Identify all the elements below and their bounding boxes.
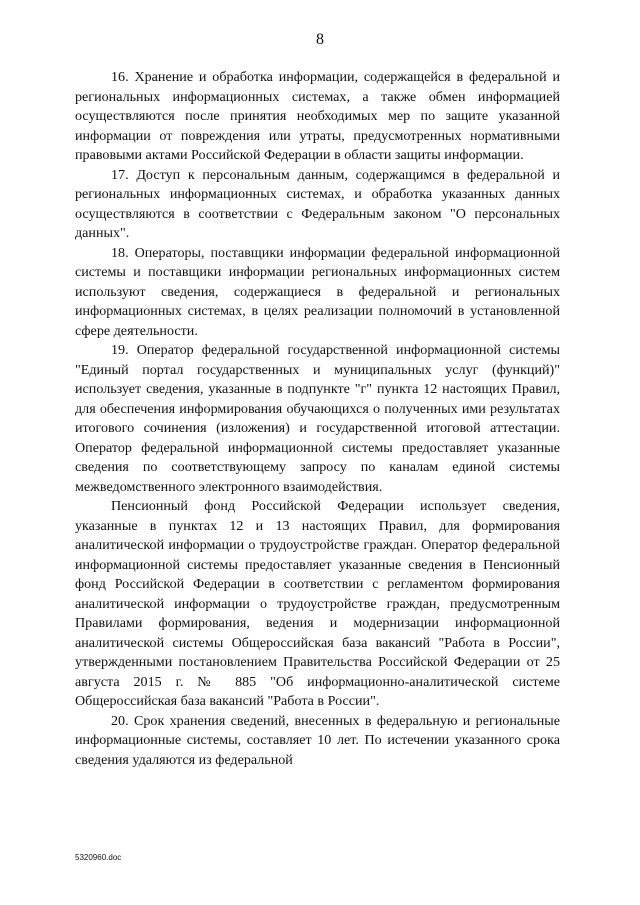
paragraph-pension-fund: Пенсионный фонд Российской Федерации использует сведения, указанные в пунктах 12 и 13 настоящих Правил, для формирования аналитической информации о трудоустройстве граждан. Оператор федеральной информационной системы предоставляет указанные сведения в Пенсионный фонд Российской Федерации в соответствии с регламентом формирования аналитической информации о трудоустройстве граждан, предусмотренным Правилами формирования, ведения и модернизации информационной аналитической системы Общероссийская база вакансий "Работа в России", утвержденными постановлением Правительства Российской Федерации от 25 августа 2015 г. № 885 "Об информационно-аналитической системе Общероссийская база вакансий "Работа в России".	[75, 498, 560, 709]
paragraph-17-personal-data-access: 17. Доступ к персональным данным, содержащимся в федеральной и региональных информационных системах, и обработка указанных данных осуществляются в соответствии с Федеральным законом "О персональных данных".	[75, 166, 560, 241]
paragraph-19-portal-operator: 19. Оператор федеральной государственной информационной системы "Единый портал государственных и муниципальных услуг (функций)" использует сведения, указанные в подпункте "г" пункта 12 настоящих Правил, для обеспечения информирования обучающихся о полученных ими результатах итогового сочинения (изложения) и государственной итоговой аттестации. Оператор федеральной информационной системы предоставляет указанные сведения по соответствующему запросу по каналам единой системы межведомственного электронного взаимодействия.	[75, 342, 560, 495]
paragraph-20-retention-period: 20. Срок хранения сведений, внесенных в федеральную и региональные информационные системы, составляет 10 лет. По истечении указанного срока сведения удаляются из федеральной	[75, 712, 560, 768]
paragraph-16-data-storage: 16. Хранение и обработка информации, содержащейся в федеральной и региональных информационных системах, а также обмен информацией осуществляются после принятия необходимых мер по защите указанной информации от повреждения или утраты, предусмотренных нормативными правовыми актами Российской Федерации в области защиты информации.	[75, 69, 560, 163]
page-number: 8	[316, 31, 324, 48]
document-body	[75, 68, 560, 770]
paragraph-18-operators-usage: 18. Операторы, поставщики информации федеральной информационной системы и поставщики информации региональных информационных систем используют сведения, содержащиеся в федеральной и региональных информационных системах, в целях реализации полномочий в установленной сфере деятельности.	[75, 244, 560, 339]
document-file-footer: 5320960.doc	[75, 853, 122, 862]
